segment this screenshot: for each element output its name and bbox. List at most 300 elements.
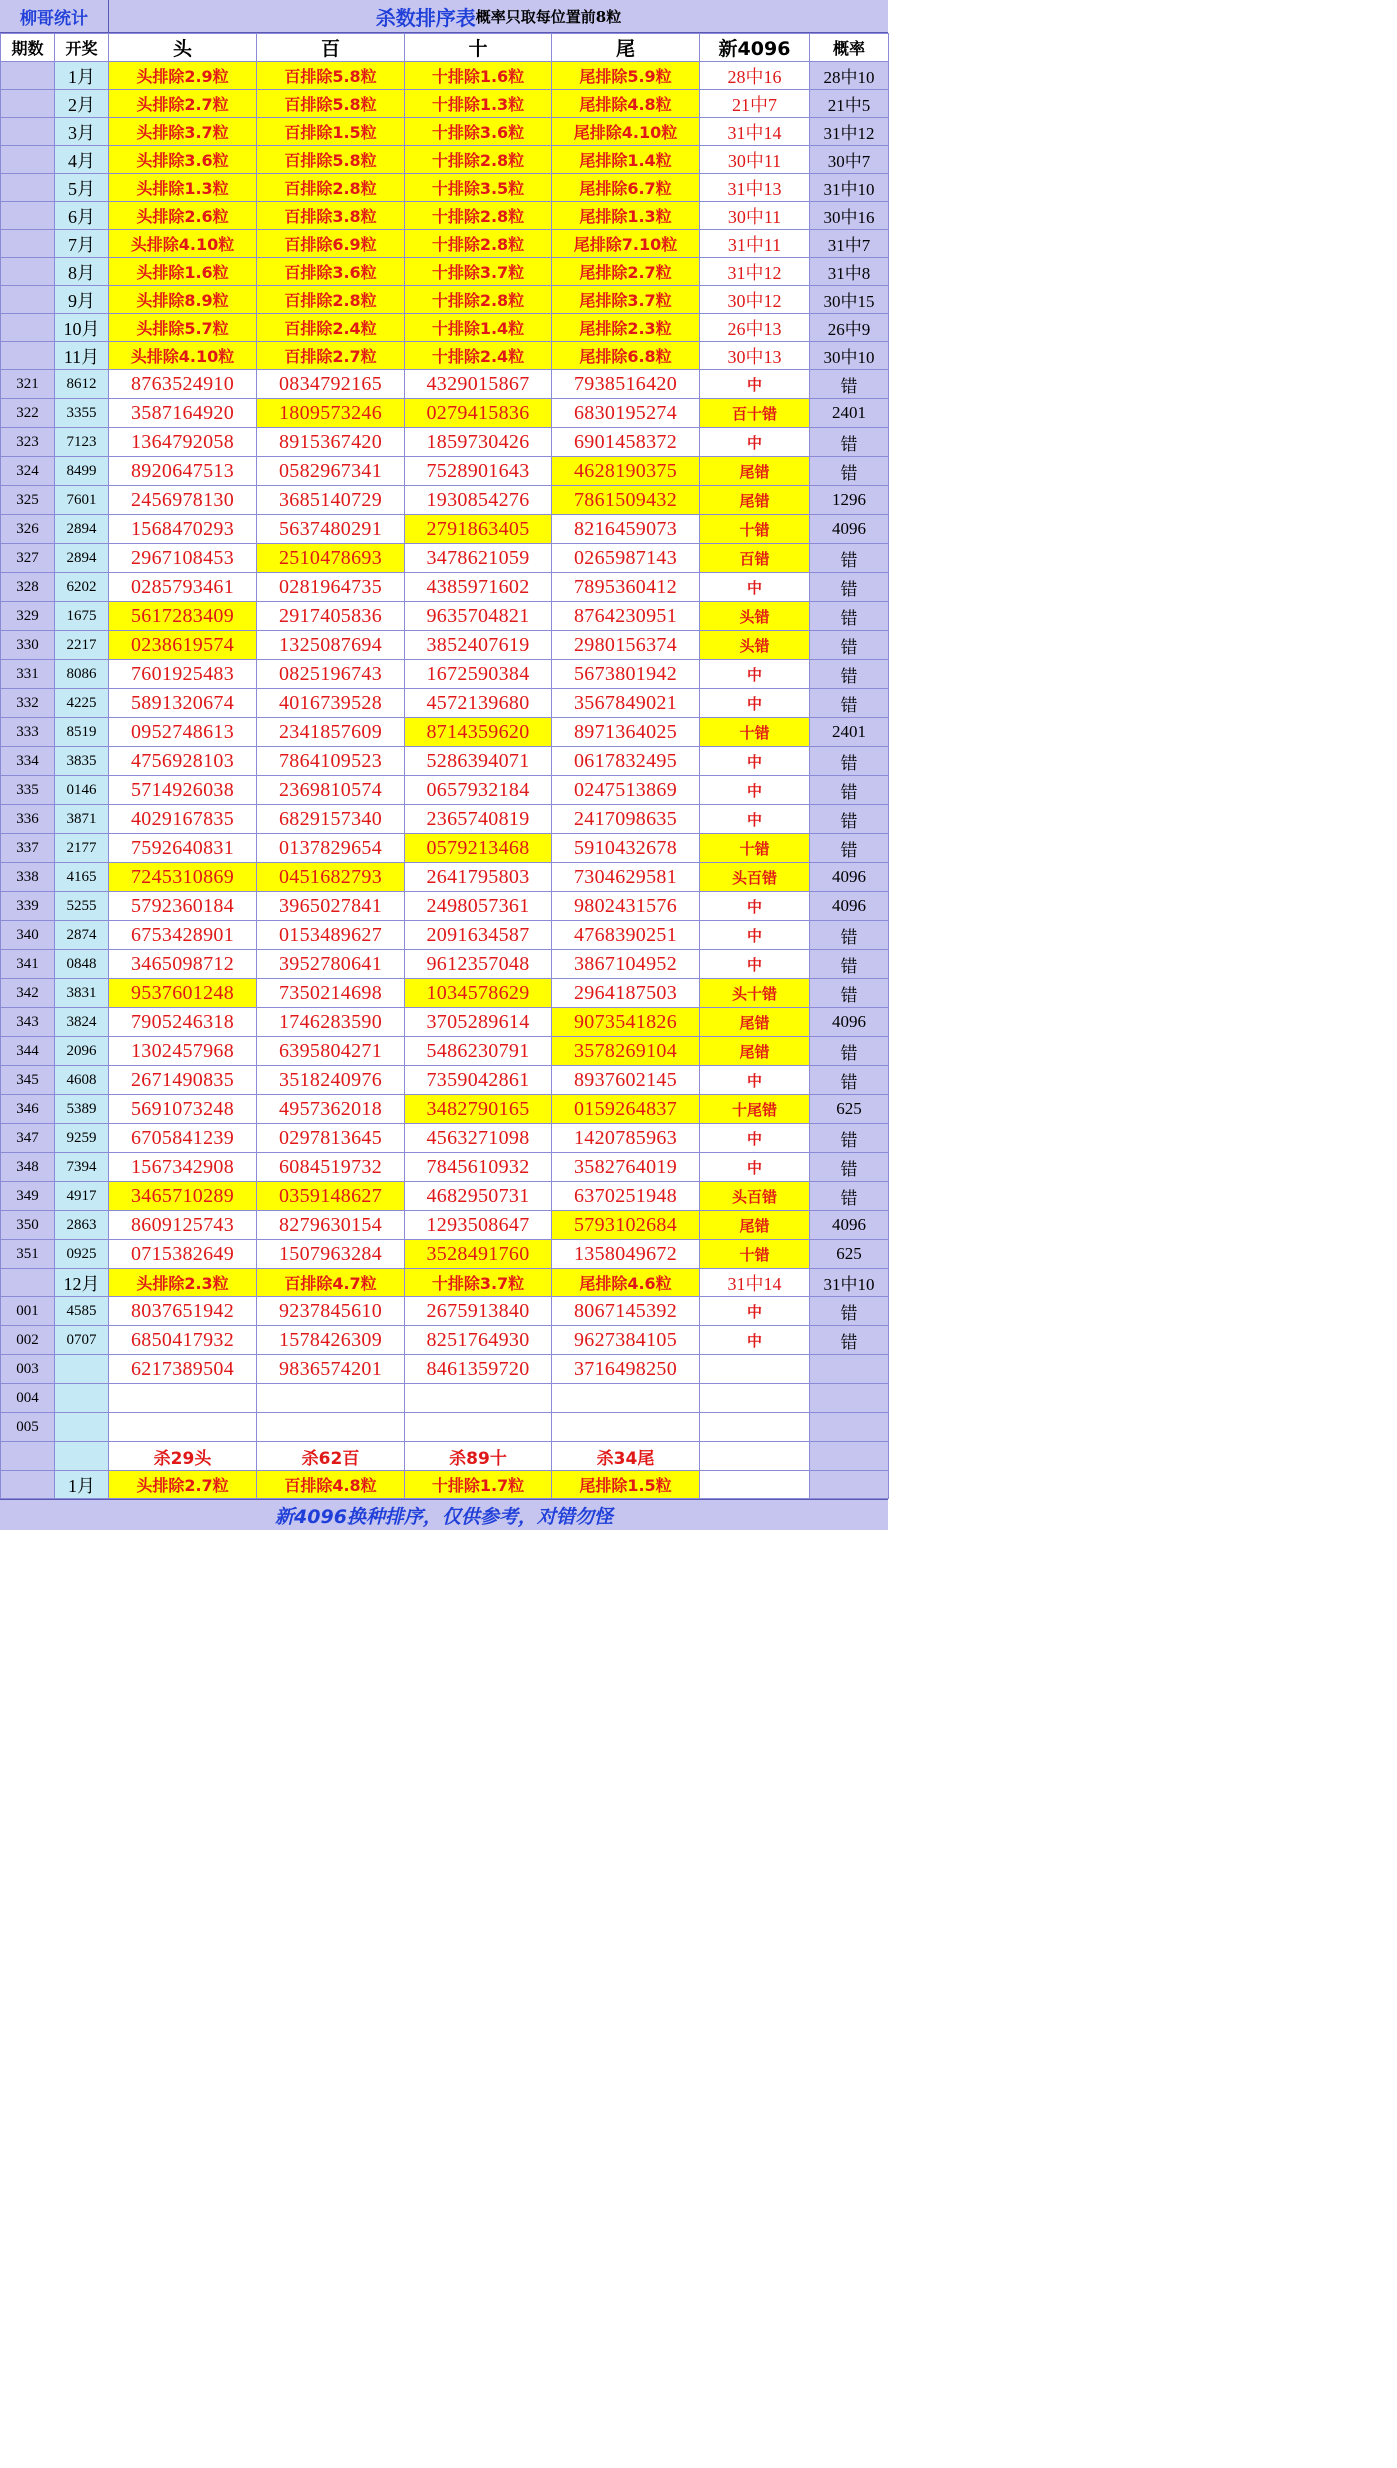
draw-kaijiang: 8086 [55,660,109,689]
digits-shi: 3852407619 [405,631,552,660]
draw-row [1,631,889,660]
month-qi-cell [1,342,55,370]
kill-res-cell [700,1442,810,1471]
digits-wei: 0265987143 [552,544,700,573]
exclude-wei: 尾排除1.5粒 [552,1471,700,1499]
digits-wei: 6901458372 [552,428,700,457]
digits-wei: 5793102684 [552,1211,700,1240]
exclude-tou: 头排除3.6粒 [109,146,257,174]
month-label: 3月 [55,118,109,146]
month-label: 4月 [55,146,109,174]
exclude-shi: 十排除1.4粒 [405,314,552,342]
exclude-bai: 百排除5.8粒 [257,90,405,118]
month-summary-row [1,62,889,90]
exclude-bai: 百排除4.8粒 [257,1471,405,1499]
month-qi-cell [1,202,55,230]
exclude-shi: 十排除1.3粒 [405,90,552,118]
exclude-tou: 头排除1.3粒 [109,174,257,202]
digits-bai: 9237845610 [257,1297,405,1326]
result-badge: 中 [700,921,810,950]
digits-wei: 0159264837 [552,1095,700,1124]
digits-shi: 1672590384 [405,660,552,689]
draw-row [1,515,889,544]
title-sub: 概率只取每位置前8粒 [475,7,622,26]
digits-shi: 5286394071 [405,747,552,776]
draw-qi: 323 [1,428,55,457]
digits-wei: 8971364025 [552,718,700,747]
prob-value: 错 [810,979,889,1008]
month-qi-cell [1,1471,55,1499]
digits-wei: 4628190375 [552,457,700,486]
month-summary-row [1,1471,889,1499]
digits-wei: 5910432678 [552,834,700,863]
digits-bai: 4016739528 [257,689,405,718]
digits-bai: 1507963284 [257,1240,405,1269]
digits-bai: 0153489627 [257,921,405,950]
digits-shi: 0657932184 [405,776,552,805]
column-header-row [1,34,889,62]
draw-qi: 331 [1,660,55,689]
draw-qi: 001 [1,1297,55,1326]
title-main: 杀数排序表 [375,5,476,30]
digits-shi: 8251764930 [405,1326,552,1355]
month-summary-row [1,146,889,174]
digits-wei: 7938516420 [552,370,700,399]
prob-value: 错 [810,1297,889,1326]
draw-kaijiang [55,1413,109,1442]
draw-row [1,1240,889,1269]
digits-wei: 3716498250 [552,1355,700,1384]
new4096-ratio: 31中12 [700,258,810,286]
prob-value [810,1355,889,1384]
draw-qi: 334 [1,747,55,776]
exclude-shi: 十排除2.8粒 [405,286,552,314]
draw-kaijiang: 2894 [55,544,109,573]
digits-bai: 3952780641 [257,950,405,979]
draw-qi: 341 [1,950,55,979]
prob-value: 1296 [810,486,889,515]
new4096-ratio: 31中14 [700,1269,810,1297]
draw-kaijiang: 4585 [55,1297,109,1326]
digits-tou: 3465098712 [109,950,257,979]
month-summary-row [1,1269,889,1297]
draw-row [1,834,889,863]
prob-value: 错 [810,747,889,776]
exclude-wei: 尾排除5.9粒 [552,62,700,90]
month-qi-cell [1,230,55,258]
footer-note: 新4096换种排序，仅供参考，对错勿怪 [0,1499,888,1530]
exclude-tou: 头排除2.3粒 [109,1269,257,1297]
kill-bai: 杀62百 [257,1442,405,1471]
exclude-bai: 百排除5.8粒 [257,146,405,174]
draw-qi: 324 [1,457,55,486]
digits-tou: 4756928103 [109,747,257,776]
digits-bai: 0137829654 [257,834,405,863]
draw-kaijiang: 8612 [55,370,109,399]
exclude-shi: 十排除2.8粒 [405,202,552,230]
exclude-tou: 头排除1.6粒 [109,258,257,286]
digits-bai: 8279630154 [257,1211,405,1240]
digits-shi: 0579213468 [405,834,552,863]
exclude-wei: 尾排除6.7粒 [552,174,700,202]
draw-kaijiang: 5389 [55,1095,109,1124]
prob-ratio: 28中10 [810,62,889,90]
draw-kaijiang: 2894 [55,515,109,544]
month-qi-cell [1,258,55,286]
month-summary-row [1,258,889,286]
draw-kaijiang: 3355 [55,399,109,428]
exclude-wei: 尾排除4.10粒 [552,118,700,146]
prob-ratio: 30中16 [810,202,889,230]
digits-bai: 6829157340 [257,805,405,834]
digits-wei: 0247513869 [552,776,700,805]
exclude-shi: 十排除3.7粒 [405,258,552,286]
draw-kaijiang: 7123 [55,428,109,457]
result-badge: 中 [700,805,810,834]
exclude-wei: 尾排除4.6粒 [552,1269,700,1297]
draw-qi: 332 [1,689,55,718]
digits-bai: 7864109523 [257,747,405,776]
digits-tou: 6850417932 [109,1326,257,1355]
prob-value: 错 [810,1326,889,1355]
result-badge: 尾错 [700,486,810,515]
month-summary-row [1,90,889,118]
exclude-tou: 头排除2.7粒 [109,90,257,118]
draw-qi: 330 [1,631,55,660]
digits-tou [109,1384,257,1413]
digits-tou: 3587164920 [109,399,257,428]
exclude-bai: 百排除2.8粒 [257,286,405,314]
digits-wei: 9627384105 [552,1326,700,1355]
draw-qi: 351 [1,1240,55,1269]
digits-bai: 0281964735 [257,573,405,602]
exclude-shi: 十排除1.7粒 [405,1471,552,1499]
draw-row [1,602,889,631]
exclude-wei: 尾排除3.7粒 [552,286,700,314]
digits-bai: 3965027841 [257,892,405,921]
digits-bai: 0451682793 [257,863,405,892]
digits-shi: 1034578629 [405,979,552,1008]
prob-ratio [810,1471,889,1499]
digits-bai: 0582967341 [257,457,405,486]
result-badge: 百错 [700,544,810,573]
draw-qi: 336 [1,805,55,834]
prob-value: 错 [810,457,889,486]
draw-row [1,805,889,834]
prob-value: 错 [810,370,889,399]
exclude-shi: 十排除3.6粒 [405,118,552,146]
digits-wei [552,1384,700,1413]
digits-shi: 2791863405 [405,515,552,544]
new4096-ratio: 30中13 [700,342,810,370]
prob-value: 错 [810,1124,889,1153]
prob-value: 错 [810,1182,889,1211]
new-draw-row [1,1326,889,1355]
exclude-tou: 头排除4.10粒 [109,230,257,258]
month-label: 7月 [55,230,109,258]
digits-bai: 0825196743 [257,660,405,689]
digits-wei: 9073541826 [552,1008,700,1037]
kill-wei: 杀34尾 [552,1442,700,1471]
digits-bai: 8915367420 [257,428,405,457]
prob-ratio: 30中15 [810,286,889,314]
digits-tou: 0952748613 [109,718,257,747]
prob-value: 4096 [810,863,889,892]
month-label: 10月 [55,314,109,342]
digits-shi: 2675913840 [405,1297,552,1326]
prob-value [810,1384,889,1413]
prob-value: 2401 [810,399,889,428]
prob-value: 错 [810,921,889,950]
digits-tou: 2671490835 [109,1066,257,1095]
digits-wei: 3567849021 [552,689,700,718]
prob-ratio: 30中10 [810,342,889,370]
digits-tou: 0285793461 [109,573,257,602]
prob-value: 错 [810,660,889,689]
digits-tou: 8763524910 [109,370,257,399]
col-header-new4096: 新4096 [700,34,810,62]
draw-qi: 344 [1,1037,55,1066]
draw-qi: 350 [1,1211,55,1240]
new4096-ratio: 31中11 [700,230,810,258]
new4096-ratio: 28中16 [700,62,810,90]
digits-bai: 2510478693 [257,544,405,573]
draw-kaijiang [55,1355,109,1384]
digits-shi: 2498057361 [405,892,552,921]
digits-tou: 0715382649 [109,1240,257,1269]
digits-wei: 4768390251 [552,921,700,950]
draw-qi: 333 [1,718,55,747]
month-label: 9月 [55,286,109,314]
exclude-tou: 头排除2.7粒 [109,1471,257,1499]
prob-value: 4096 [810,1008,889,1037]
digits-tou: 7592640831 [109,834,257,863]
exclude-bai: 百排除6.9粒 [257,230,405,258]
digits-wei: 7895360412 [552,573,700,602]
month-label: 2月 [55,90,109,118]
digits-bai: 4957362018 [257,1095,405,1124]
digits-tou: 8037651942 [109,1297,257,1326]
exclude-bai: 百排除5.8粒 [257,62,405,90]
draw-row [1,1182,889,1211]
digits-shi: 3528491760 [405,1240,552,1269]
digits-tou: 4029167835 [109,805,257,834]
digits-tou: 1364792058 [109,428,257,457]
digits-bai: 1746283590 [257,1008,405,1037]
prob-value: 4096 [810,892,889,921]
draw-kaijiang: 0146 [55,776,109,805]
draw-kaijiang: 2863 [55,1211,109,1240]
new4096-ratio: 30中12 [700,286,810,314]
digits-wei: 7861509432 [552,486,700,515]
digits-wei: 2417098635 [552,805,700,834]
digits-bai [257,1384,405,1413]
draw-kaijiang: 9259 [55,1124,109,1153]
digits-tou: 3465710289 [109,1182,257,1211]
draw-qi: 003 [1,1355,55,1384]
col-header-shi: 十 [405,34,552,62]
prob-value: 错 [810,950,889,979]
exclude-shi: 十排除2.8粒 [405,230,552,258]
draw-qi: 321 [1,370,55,399]
draw-kaijiang: 1675 [55,602,109,631]
draw-row [1,863,889,892]
digits-wei: 8937602145 [552,1066,700,1095]
month-summary-row [1,286,889,314]
month-label: 12月 [55,1269,109,1297]
result-badge: 中 [700,776,810,805]
draw-kaijiang: 2096 [55,1037,109,1066]
digits-shi [405,1384,552,1413]
prob-value: 错 [810,1153,889,1182]
digits-shi: 7528901643 [405,457,552,486]
col-header-prob: 概率 [810,34,889,62]
prob-value: 错 [810,805,889,834]
digits-wei: 6830195274 [552,399,700,428]
col-header-kj: 开奖 [55,34,109,62]
draw-qi: 335 [1,776,55,805]
month-summary-row [1,342,889,370]
month-qi-cell [1,62,55,90]
draw-kaijiang: 4225 [55,689,109,718]
new4096-ratio: 31中13 [700,174,810,202]
exclude-bai: 百排除3.8粒 [257,202,405,230]
draw-qi: 346 [1,1095,55,1124]
result-badge: 中 [700,573,810,602]
digits-bai: 7350214698 [257,979,405,1008]
draw-row [1,921,889,950]
digits-tou: 7905246318 [109,1008,257,1037]
draw-qi: 348 [1,1153,55,1182]
col-header-qi: 期数 [1,34,55,62]
draw-kaijiang: 3824 [55,1008,109,1037]
digits-shi: 9612357048 [405,950,552,979]
digits-shi: 7359042861 [405,1066,552,1095]
digits-wei: 8764230951 [552,602,700,631]
digits-tou [109,1413,257,1442]
draw-row [1,979,889,1008]
col-header-tou: 头 [109,34,257,62]
exclude-bai: 百排除2.7粒 [257,342,405,370]
month-label: 8月 [55,258,109,286]
digits-wei: 1420785963 [552,1124,700,1153]
prob-value: 错 [810,689,889,718]
prob-value: 错 [810,631,889,660]
draw-row [1,1211,889,1240]
draw-row [1,747,889,776]
digits-wei: 0617832495 [552,747,700,776]
prob-value: 错 [810,834,889,863]
prob-value: 625 [810,1240,889,1269]
month-qi-cell [1,314,55,342]
draw-row [1,892,889,921]
draw-kaijiang: 3871 [55,805,109,834]
digits-shi: 2091634587 [405,921,552,950]
exclude-bai: 百排除3.6粒 [257,258,405,286]
digits-shi: 4572139680 [405,689,552,718]
exclude-shi: 十排除1.6粒 [405,62,552,90]
exclude-tou: 头排除8.9粒 [109,286,257,314]
draw-kaijiang: 8519 [55,718,109,747]
new4096-ratio: 26中13 [700,314,810,342]
draw-kaijiang: 2217 [55,631,109,660]
prob-ratio: 26中9 [810,314,889,342]
draw-qi: 347 [1,1124,55,1153]
prob-value: 625 [810,1095,889,1124]
prob-value: 4096 [810,1211,889,1240]
draw-kaijiang: 7394 [55,1153,109,1182]
month-label: 1月 [55,62,109,90]
result-badge: 中 [700,1066,810,1095]
digits-bai: 2341857609 [257,718,405,747]
draw-row [1,1124,889,1153]
draw-qi: 005 [1,1413,55,1442]
month-qi-cell [1,118,55,146]
exclude-wei: 尾排除6.8粒 [552,342,700,370]
digits-tou: 6753428901 [109,921,257,950]
digits-bai [257,1413,405,1442]
digits-shi: 1930854276 [405,486,552,515]
digits-tou: 1302457968 [109,1037,257,1066]
digits-shi: 9635704821 [405,602,552,631]
result-badge [700,1384,810,1413]
month-label: 5月 [55,174,109,202]
exclude-bai: 百排除2.4粒 [257,314,405,342]
result-badge: 十尾错 [700,1095,810,1124]
digits-wei: 2980156374 [552,631,700,660]
table-body [1,62,889,1499]
draw-kaijiang: 2874 [55,921,109,950]
month-label: 1月 [55,1471,109,1499]
draw-row [1,718,889,747]
exclude-wei: 尾排除7.10粒 [552,230,700,258]
draw-qi: 339 [1,892,55,921]
exclude-shi: 十排除2.8粒 [405,146,552,174]
digits-wei: 6370251948 [552,1182,700,1211]
digits-shi: 7845610932 [405,1153,552,1182]
col-header-wei: 尾 [552,34,700,62]
digits-bai: 3685140729 [257,486,405,515]
digits-bai: 0359148627 [257,1182,405,1211]
draw-qi: 002 [1,1326,55,1355]
digits-bai: 0834792165 [257,370,405,399]
result-badge: 头百错 [700,1182,810,1211]
new-draw-row [1,1297,889,1326]
draw-row [1,544,889,573]
digits-shi [405,1413,552,1442]
month-qi-cell [1,174,55,202]
result-badge: 尾错 [700,1211,810,1240]
result-badge: 十错 [700,515,810,544]
exclude-tou: 头排除2.9粒 [109,62,257,90]
digits-wei: 3867104952 [552,950,700,979]
kill-kj-cell [55,1442,109,1471]
digits-tou: 6217389504 [109,1355,257,1384]
draw-row [1,776,889,805]
digits-wei: 3578269104 [552,1037,700,1066]
page-title [109,0,888,32]
draw-row [1,399,889,428]
digits-tou: 7601925483 [109,660,257,689]
exclude-bai: 百排除4.7粒 [257,1269,405,1297]
exclude-wei: 尾排除1.4粒 [552,146,700,174]
prob-value: 错 [810,602,889,631]
digits-bai: 6084519732 [257,1153,405,1182]
digits-tou: 5691073248 [109,1095,257,1124]
digits-wei: 3582764019 [552,1153,700,1182]
result-badge: 百十错 [700,399,810,428]
digits-shi: 8461359720 [405,1355,552,1384]
